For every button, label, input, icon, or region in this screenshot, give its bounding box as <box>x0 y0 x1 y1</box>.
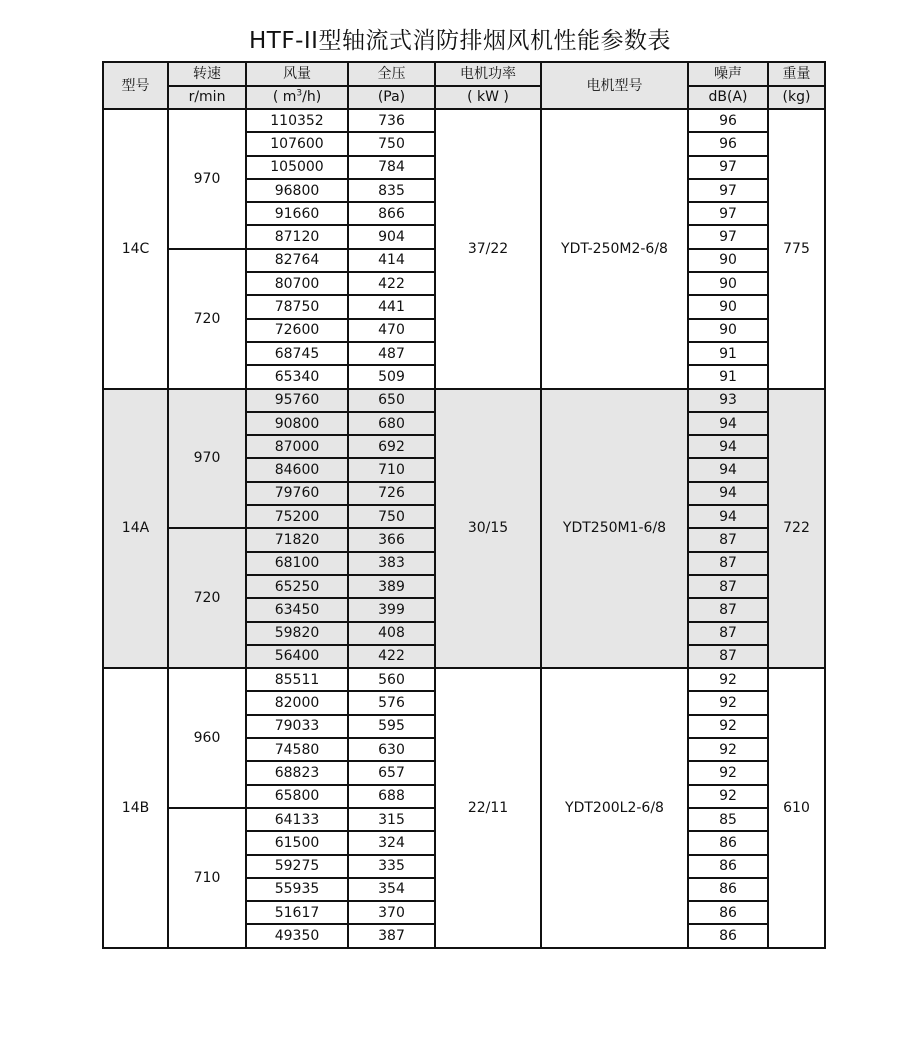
noise-cell: 87 <box>688 575 768 598</box>
speed-cell: 970 <box>168 389 246 529</box>
airflow-unit-post: /h) <box>302 89 322 106</box>
pressure-cell: 560 <box>348 668 435 691</box>
noise-cell: 86 <box>688 901 768 924</box>
airflow-cell: 90800 <box>246 412 348 435</box>
pressure-cell: 441 <box>348 295 435 318</box>
noise-cell: 91 <box>688 342 768 365</box>
noise-cell: 90 <box>688 249 768 272</box>
noise-cell: 97 <box>688 202 768 225</box>
noise-cell: 87 <box>688 598 768 621</box>
noise-cell: 97 <box>688 156 768 179</box>
header-weight-unit: (kg) <box>768 86 825 110</box>
airflow-cell: 65340 <box>246 365 348 388</box>
pressure-cell: 750 <box>348 505 435 528</box>
airflow-cell: 72600 <box>246 319 348 342</box>
pressure-cell: 576 <box>348 691 435 714</box>
noise-cell: 94 <box>688 458 768 481</box>
airflow-cell: 68745 <box>246 342 348 365</box>
airflow-cell: 110352 <box>246 109 348 132</box>
pressure-cell: 750 <box>348 132 435 155</box>
noise-cell: 97 <box>688 179 768 202</box>
weight-cell: 775 <box>768 109 825 389</box>
power-cell: 37/22 <box>435 109 541 389</box>
pressure-cell: 726 <box>348 482 435 505</box>
pressure-cell: 366 <box>348 528 435 551</box>
pressure-cell: 784 <box>348 156 435 179</box>
header-pressure: 全压 <box>348 62 435 86</box>
airflow-cell: 65800 <box>246 785 348 808</box>
airflow-cell: 84600 <box>246 458 348 481</box>
noise-cell: 92 <box>688 715 768 738</box>
noise-cell: 86 <box>688 924 768 947</box>
speed-cell: 720 <box>168 528 246 668</box>
airflow-cell: 82000 <box>246 691 348 714</box>
pressure-cell: 414 <box>348 249 435 272</box>
table-row <box>103 668 825 691</box>
pressure-cell: 335 <box>348 855 435 878</box>
pressure-cell: 650 <box>348 389 435 412</box>
airflow-cell: 64133 <box>246 808 348 831</box>
speed-cell: 710 <box>168 808 246 948</box>
noise-cell: 85 <box>688 808 768 831</box>
pressure-cell: 904 <box>348 225 435 248</box>
pressure-cell: 399 <box>348 598 435 621</box>
pressure-cell: 509 <box>348 365 435 388</box>
header-pressure-unit: (Pa) <box>348 86 435 110</box>
airflow-cell: 59275 <box>246 855 348 878</box>
noise-cell: 87 <box>688 645 768 668</box>
noise-cell: 92 <box>688 691 768 714</box>
airflow-cell: 79033 <box>246 715 348 738</box>
pressure-cell: 487 <box>348 342 435 365</box>
model-cell: 14B <box>103 668 168 948</box>
airflow-cell: 59820 <box>246 622 348 645</box>
pressure-cell: 710 <box>348 458 435 481</box>
weight-cell: 610 <box>768 668 825 948</box>
noise-cell: 96 <box>688 132 768 155</box>
airflow-unit-pre: ( m <box>272 89 297 106</box>
airflow-cell: 82764 <box>246 249 348 272</box>
noise-cell: 87 <box>688 528 768 551</box>
pressure-cell: 595 <box>348 715 435 738</box>
noise-cell: 93 <box>688 389 768 412</box>
noise-cell: 87 <box>688 552 768 575</box>
pressure-cell: 389 <box>348 575 435 598</box>
airflow-cell: 68100 <box>246 552 348 575</box>
airflow-cell: 55935 <box>246 878 348 901</box>
noise-cell: 94 <box>688 412 768 435</box>
noise-cell: 91 <box>688 365 768 388</box>
header-row-1 <box>103 62 825 86</box>
noise-cell: 90 <box>688 295 768 318</box>
motor-model-cell: YDT-250M2-6/8 <box>541 109 688 389</box>
pressure-cell: 866 <box>348 202 435 225</box>
header-motor-model: 电机型号 <box>541 62 688 109</box>
performance-table <box>102 61 826 949</box>
table-row <box>103 389 825 412</box>
pressure-cell: 383 <box>348 552 435 575</box>
pressure-cell: 422 <box>348 272 435 295</box>
header-noise-unit: dB(A) <box>688 86 768 110</box>
table-row <box>103 109 825 132</box>
airflow-cell: 107600 <box>246 132 348 155</box>
header-row-2 <box>103 86 825 110</box>
pressure-cell: 680 <box>348 412 435 435</box>
noise-cell: 94 <box>688 435 768 458</box>
airflow-unit-sup: 3 <box>296 88 303 99</box>
airflow-cell: 91660 <box>246 202 348 225</box>
airflow-cell: 75200 <box>246 505 348 528</box>
motor-model-cell: YDT200L2-6/8 <box>541 668 688 948</box>
pressure-cell: 657 <box>348 761 435 784</box>
noise-cell: 90 <box>688 272 768 295</box>
noise-cell: 94 <box>688 482 768 505</box>
header-airflow: 风量 <box>246 62 348 86</box>
airflow-cell: 87120 <box>246 225 348 248</box>
speed-cell: 970 <box>168 109 246 249</box>
header-noise: 噪声 <box>688 62 768 86</box>
pressure-cell: 324 <box>348 831 435 854</box>
pressure-cell: 387 <box>348 924 435 947</box>
airflow-cell: 71820 <box>246 528 348 551</box>
airflow-cell: 56400 <box>246 645 348 668</box>
header-power-unit: ( kW ) <box>435 86 541 110</box>
pressure-cell: 315 <box>348 808 435 831</box>
airflow-cell: 78750 <box>246 295 348 318</box>
weight-cell: 722 <box>768 389 825 669</box>
motor-model-cell: YDT250M1-6/8 <box>541 389 688 669</box>
header-weight: 重量 <box>768 62 825 86</box>
airflow-cell: 65250 <box>246 575 348 598</box>
pressure-cell: 736 <box>348 109 435 132</box>
table-title: HTF-II型轴流式消防排烟风机性能参数表 <box>249 28 671 54</box>
header-speed-unit: r/min <box>168 86 246 110</box>
airflow-cell: 49350 <box>246 924 348 947</box>
noise-cell: 97 <box>688 225 768 248</box>
pressure-cell: 835 <box>348 179 435 202</box>
noise-cell: 86 <box>688 831 768 854</box>
speed-cell: 960 <box>168 668 246 808</box>
speed-cell: 720 <box>168 249 246 389</box>
model-cell: 14A <box>103 389 168 669</box>
airflow-cell: 80700 <box>246 272 348 295</box>
airflow-cell: 85511 <box>246 668 348 691</box>
noise-cell: 92 <box>688 761 768 784</box>
power-cell: 22/11 <box>435 668 541 948</box>
noise-cell: 92 <box>688 785 768 808</box>
pressure-cell: 370 <box>348 901 435 924</box>
header-airflow-unit <box>246 86 348 110</box>
pressure-cell: 688 <box>348 785 435 808</box>
pressure-cell: 692 <box>348 435 435 458</box>
airflow-cell: 95760 <box>246 389 348 412</box>
pressure-cell: 354 <box>348 878 435 901</box>
noise-cell: 86 <box>688 855 768 878</box>
airflow-cell: 96800 <box>246 179 348 202</box>
noise-cell: 90 <box>688 319 768 342</box>
pressure-cell: 408 <box>348 622 435 645</box>
pressure-cell: 630 <box>348 738 435 761</box>
airflow-cell: 74580 <box>246 738 348 761</box>
airflow-cell: 87000 <box>246 435 348 458</box>
noise-cell: 92 <box>688 738 768 761</box>
noise-cell: 96 <box>688 109 768 132</box>
airflow-cell: 79760 <box>246 482 348 505</box>
model-cell: 14C <box>103 109 168 389</box>
airflow-cell: 105000 <box>246 156 348 179</box>
pressure-cell: 470 <box>348 319 435 342</box>
airflow-cell: 51617 <box>246 901 348 924</box>
power-cell: 30/15 <box>435 389 541 669</box>
noise-cell: 94 <box>688 505 768 528</box>
header-model: 型号 <box>103 62 168 109</box>
header-speed: 转速 <box>168 62 246 86</box>
noise-cell: 86 <box>688 878 768 901</box>
header-power: 电机功率 <box>435 62 541 86</box>
noise-cell: 92 <box>688 668 768 691</box>
airflow-cell: 63450 <box>246 598 348 621</box>
airflow-cell: 68823 <box>246 761 348 784</box>
airflow-cell: 61500 <box>246 831 348 854</box>
pressure-cell: 422 <box>348 645 435 668</box>
noise-cell: 87 <box>688 622 768 645</box>
